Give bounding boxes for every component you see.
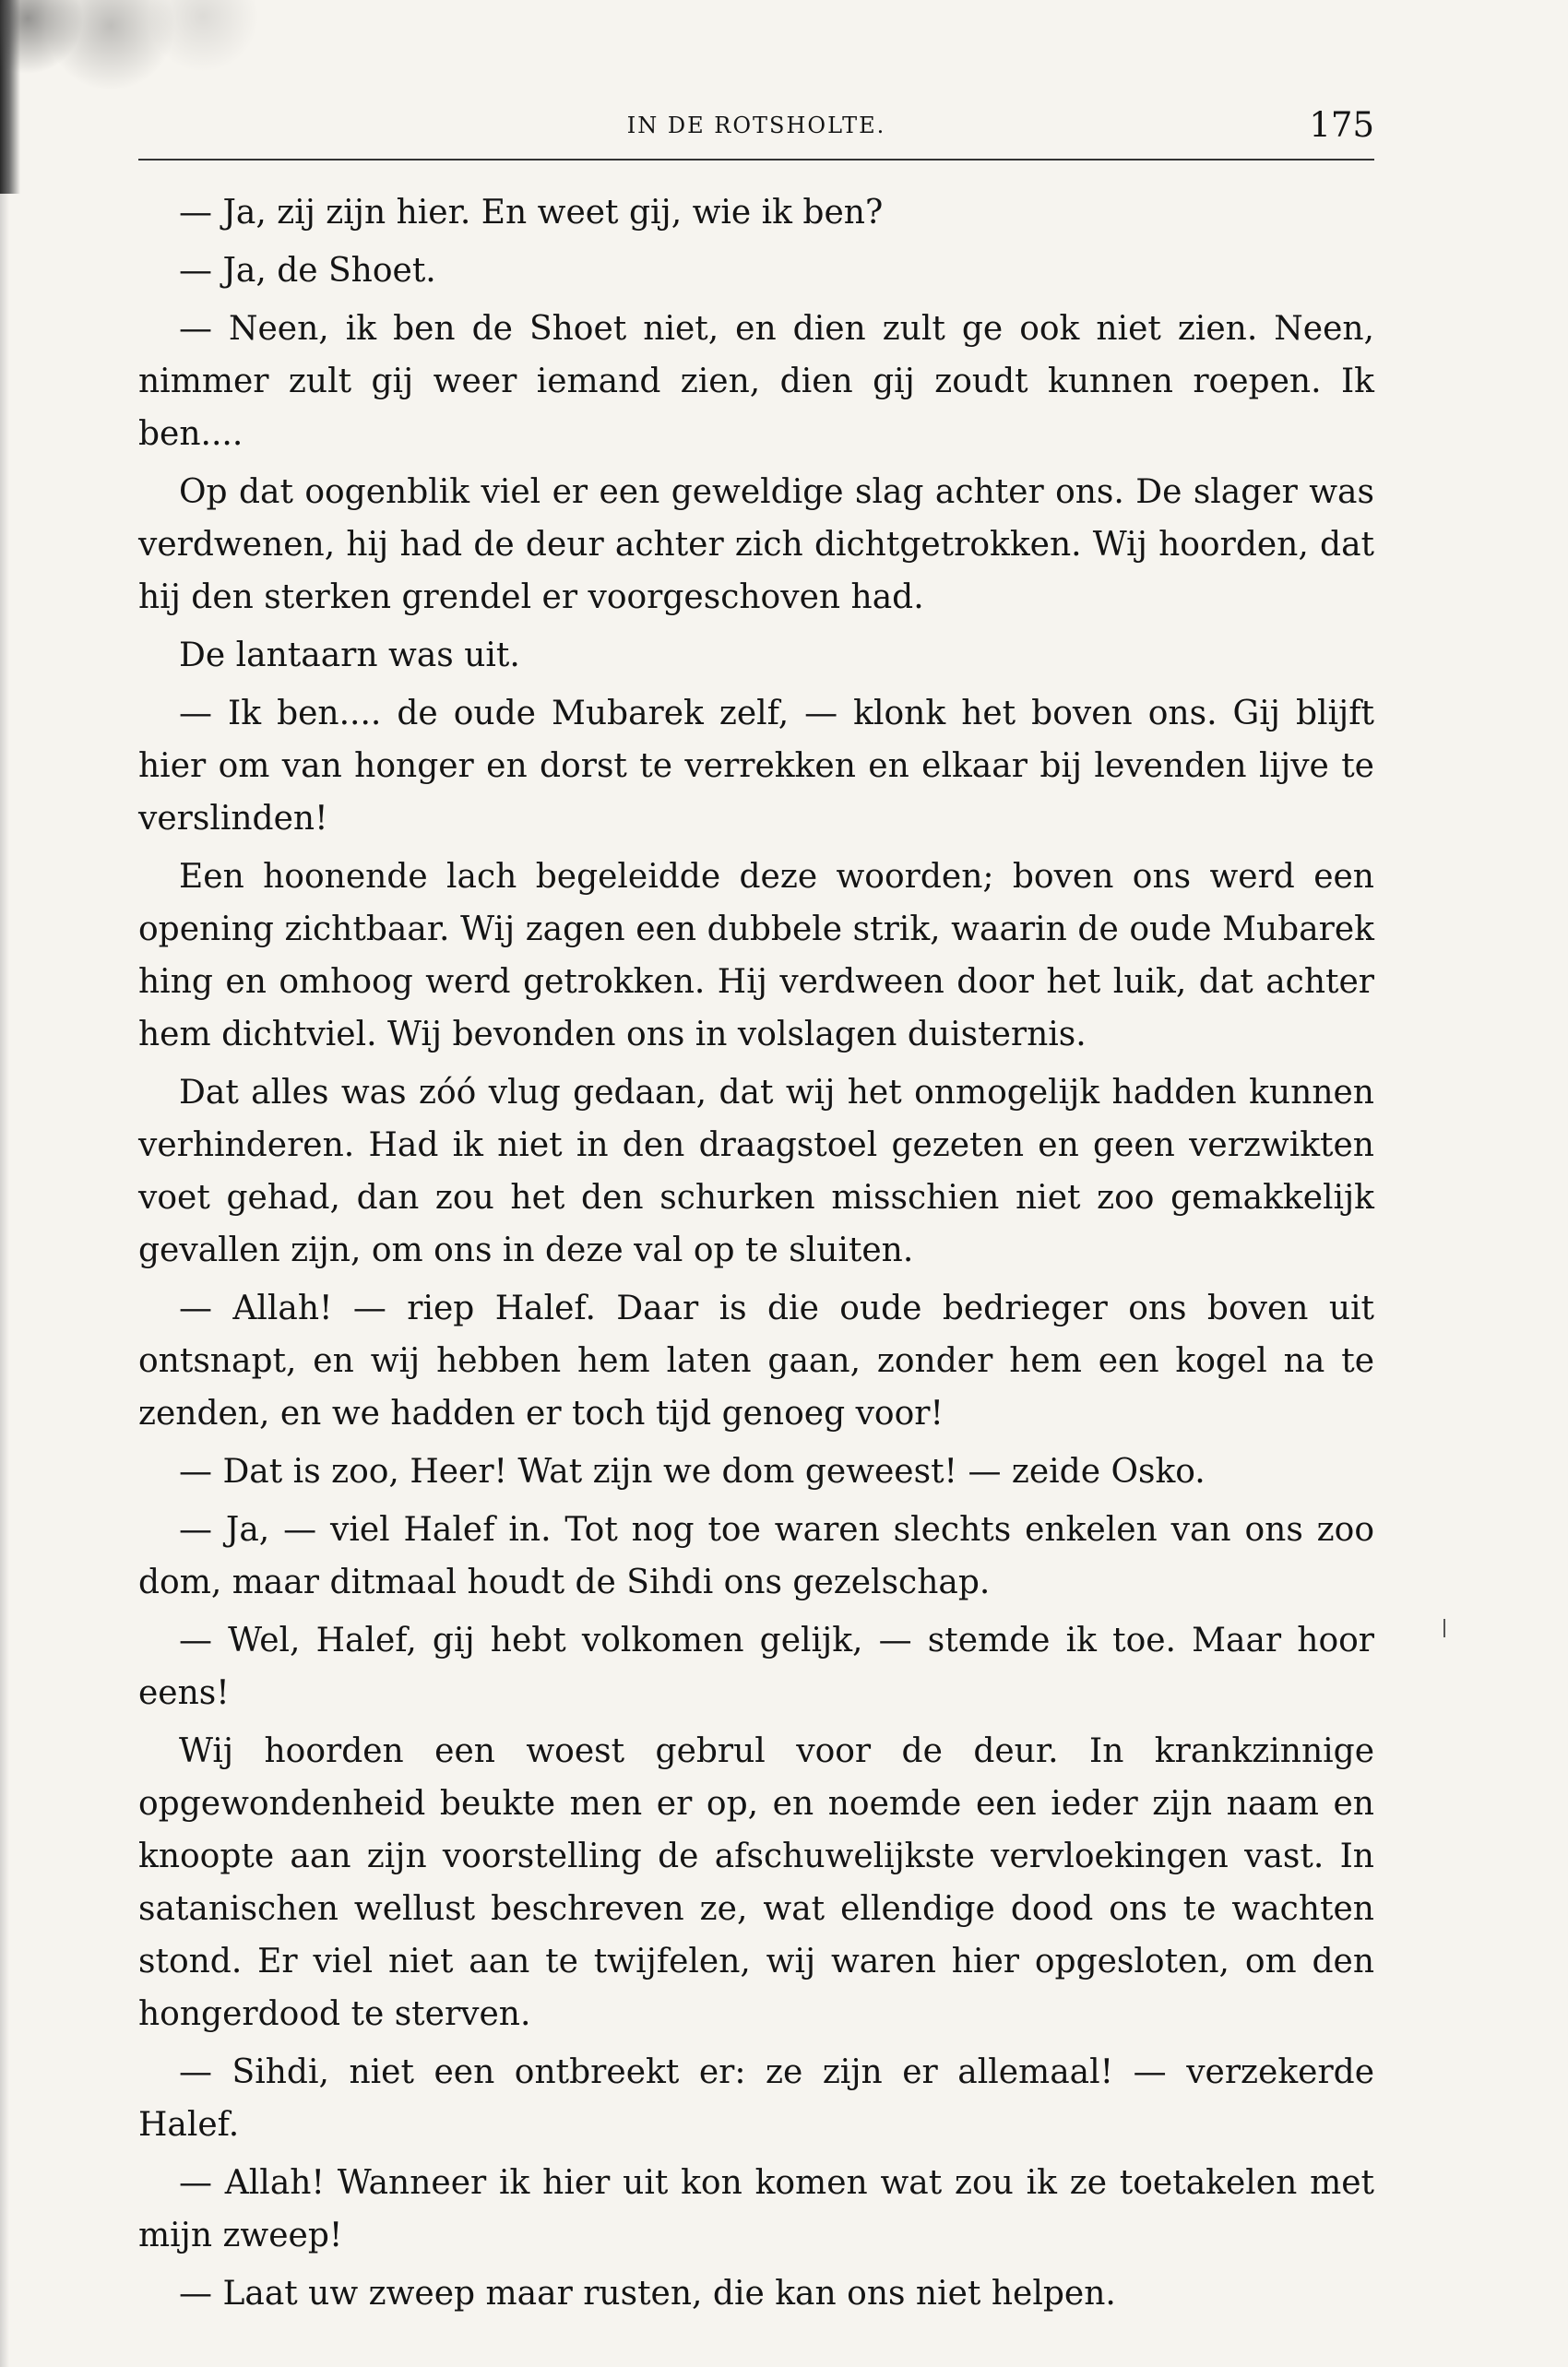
scan-corner-speckle [0,0,277,101]
paragraph: — Ja, zij zijn hier. En weet gij, wie ik ben? [179,194,884,232]
paragraph: — Allah! Wanneer ik hier uit kon komen wat zou ik ze toetakelen met mijn zweep! [138,2164,1374,2254]
page-number: 175 [1309,105,1374,145]
running-header [138,101,1374,161]
paragraph: Wij hoorden een woest gebrul voor de deur. In krankzinnige opgewondenheid beukte men er op, en noemde een ieder zijn naam en knoopte aan zijn voorstelling de afschuwelijkste vervloekingen vast. In satanischen wellust beschreven ze, wat ellendige dood ons te wachten stond. Er viel niet aan te twijfelen, wij waren hier opgesloten, om den hongerdood te sterven. [138,1732,1374,2033]
paragraph: — Ja, — viel Halef in. Tot nog toe waren slechts enkelen van ons zoo dom, maar ditmaal houdt de Sihdi ons gezelschap. [138,1511,1374,1601]
body-text [138,186,1374,2320]
paragraph: — Allah! — riep Halef. Daar is die oude bedrieger ons boven uit ontsnapt, en wij hebben hem laten gaan, zonder hem een kogel na te zenden, en we hadden er toch tijd genoeg voor! [138,1290,1374,1433]
scan-speck [1443,1619,1445,1637]
running-title: IN DE ROTSHOLTE. [626,113,886,138]
paragraph: — Ja, de Shoet. [179,252,436,290]
paragraph: — Sihdi, niet een ontbreekt er: ze zijn er allemaal! — verzekerde Halef. [138,2053,1374,2144]
paragraph: — Laat uw zweep maar rusten, die kan ons niet helpen. [179,2275,1116,2313]
book-page [138,101,1374,2325]
paragraph: De lantaarn was uit. [179,636,520,674]
page-edge-shadow [0,0,9,2367]
paragraph: — Wel, Halef, gij hebt volkomen gelijk, — stemde ik toe. Maar hoor eens! [138,1622,1374,1712]
paragraph: Op dat oogenblik viel er een geweldige slag achter ons. De slager was verdwenen, hij had de deur achter zich dichtgetrokken. Wij hoorden, dat hij den sterken grendel er voorgeschoven had. [138,473,1374,616]
paragraph: Dat alles was zóó vlug gedaan, dat wij het onmogelijk hadden kunnen verhinderen. Had ik niet in den draagstoel gezeten en geen verzwikten voet gehad, dan zou het den schurken misschien niet zoo gemakkelijk gevallen zijn, om ons in deze val op te sluiten. [138,1074,1374,1269]
paragraph: — Ik ben.... de oude Mubarek zelf, — klonk het boven ons. Gij blijft hier om van honger en dorst te verrekken en elkaar bij levenden lijve te verslinden! [138,695,1374,838]
paragraph: — Neen, ik ben de Shoet niet, en dien zult ge ook niet zien. Neen, nimmer zult gij weer iemand zien, dien gij zoudt kunnen roepen. Ik ben.... [138,310,1374,453]
paragraph: Een hoonende lach begeleidde deze woorden; boven ons werd een opening zichtbaar. Wij zagen een dubbele strik, waarin de oude Mubarek hing en omhoog werd getrokken. Hij verdween door het luik, dat achter hem dichtviel. Wij bevonden ons in volslagen duisternis. [138,858,1374,1053]
paragraph: — Dat is zoo, Heer! Wat zijn we dom geweest! — zeide Osko. [179,1453,1206,1491]
